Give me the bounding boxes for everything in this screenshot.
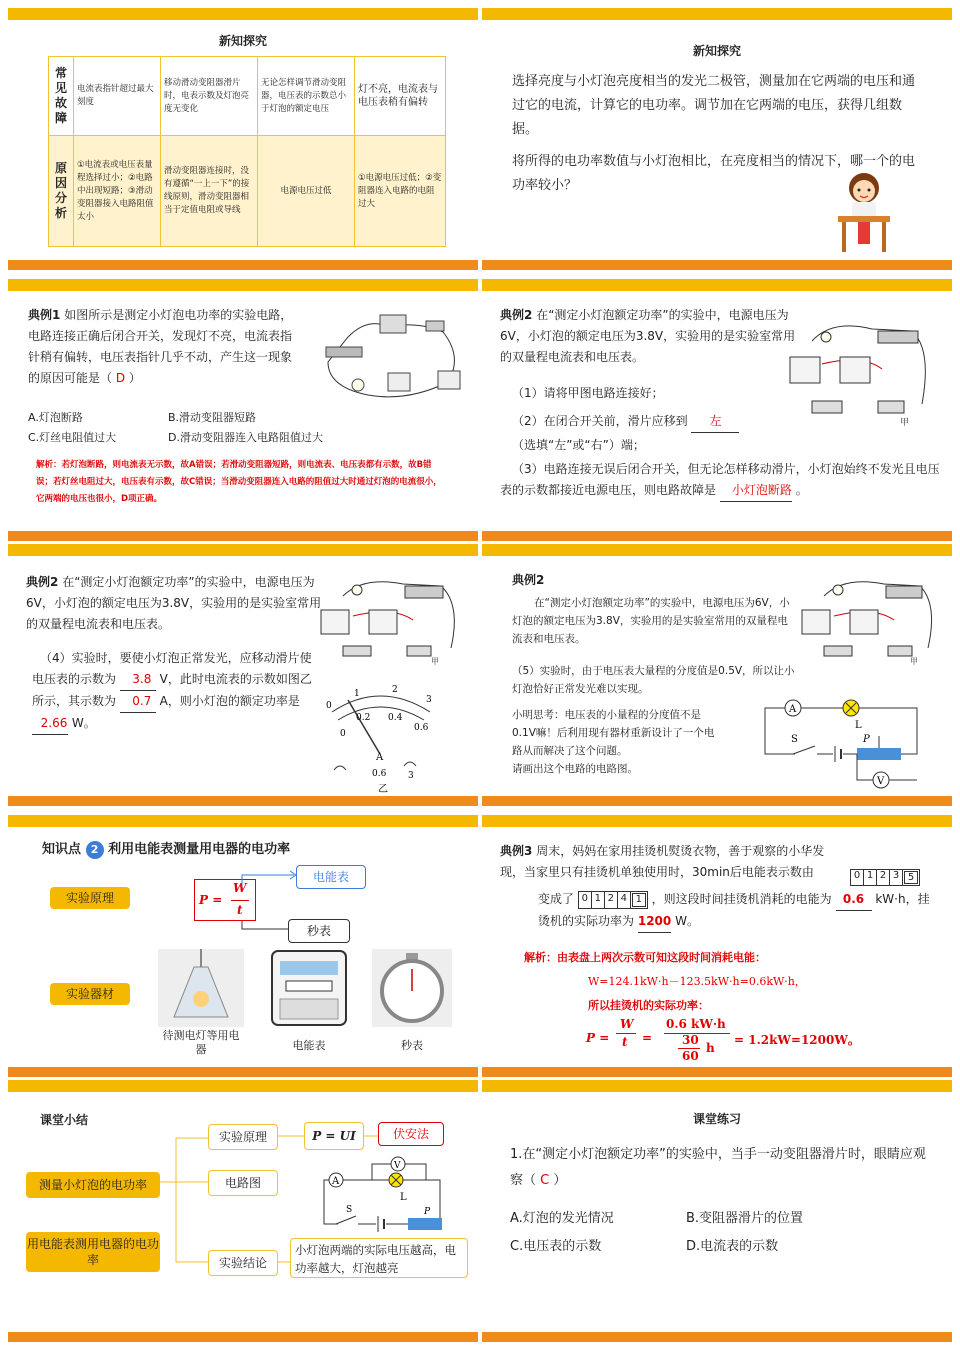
stopwatch-icon <box>372 949 452 1027</box>
switch-label: S <box>346 1205 353 1215</box>
cause-cell: ①电流表或电压表量程选择过小；②电路中出现短路；③滑动变阻器接入电路阻值太小 <box>74 136 161 247</box>
unit-label: A <box>376 752 384 763</box>
subq-2-text: （2）在闭合开关前，滑片应移到 <box>512 414 688 428</box>
slide-top-bar <box>8 8 478 20</box>
slide-bottom-bar <box>482 531 952 541</box>
answer-blank: 2.66 <box>32 713 68 735</box>
watch-tag: 秒表 <box>288 919 350 943</box>
item-caption: 秒表 <box>401 1039 423 1052</box>
heading-number-badge: 2 <box>86 841 104 859</box>
section-heading <box>42 839 290 860</box>
slide-top-bar <box>8 815 478 827</box>
answer-blank: 0.6 <box>836 889 872 911</box>
question-body: 1.在“测定小灯泡额定功率”的实验中，当手一动变阻器滑片时，眼睛应观察（ <box>510 1147 926 1188</box>
question-end: ） <box>128 371 141 385</box>
option-c: C.电压表的示数 <box>510 1239 602 1254</box>
slide-top-bar <box>482 8 952 20</box>
slide-fault-table <box>8 8 478 270</box>
slide-example-1 <box>8 279 478 541</box>
subq-2 <box>512 411 739 433</box>
solution-line-1: 解析：由表盘上两次示数可知这段时间消耗电能： <box>524 951 766 964</box>
slide-top-bar <box>482 1080 952 1092</box>
question-text <box>500 841 840 883</box>
fig-label: 乙 <box>378 784 388 795</box>
voltmeter-label: V <box>394 1161 401 1171</box>
formula-den-b: 60 <box>682 1049 699 1063</box>
question-body: 在“测定小灯泡额定功率”的实验中，电源电压为6V，小灯泡的额定电压为3.8V，实验用的是实验室常用的双量程电流表和电压表。 <box>26 575 322 631</box>
circuit-diagram-jia-icon <box>782 309 942 429</box>
formula-lhs: P = <box>586 1031 610 1045</box>
subq-3-end: 。 <box>795 483 808 497</box>
slide-bottom-bar <box>482 1332 952 1342</box>
summary-circuit <box>306 1156 456 1234</box>
slide-bottom-bar <box>482 260 952 270</box>
slider-label: P <box>424 1207 431 1217</box>
heading-text: 利用电能表测量用电器的电功率 <box>108 842 291 857</box>
summary-main-2: 用电能表测用电器的电功率 <box>26 1232 160 1272</box>
example-label: 典例3 <box>500 844 533 858</box>
solution-formula <box>586 1017 886 1067</box>
slide-summary <box>8 1080 478 1342</box>
meter-reading-from <box>850 869 920 886</box>
slide-title: 课堂小结 <box>40 1113 89 1127</box>
digit: 4 <box>618 892 631 908</box>
cause-cell: 滑动变阻器连接时，没有遵循“一上一下”的接线原则，滑动变阻器相当于定值电阻或导线 <box>161 136 258 247</box>
lamp-label: L <box>855 720 862 731</box>
option-c: C.灯丝电阻值过大 <box>28 431 117 444</box>
analysis-text: 解析：若灯泡断路，则电流表无示数，故A错误；若滑动变阻器短路，则电流表、电压表都有示数，故B错误；若灯丝电阻过大，电压表有示数，故C错误；当滑动变阻器连入电路的阻值过大时通过灯泡的电流很小，它两端的电压也很小，D项正确。 <box>36 460 442 504</box>
girl-thinking-icon <box>832 168 896 258</box>
slide-example-2c <box>482 544 952 806</box>
digit: 1 <box>632 893 646 907</box>
subq-2-tail: （选填“左”或“右”）端； <box>512 438 645 452</box>
scale-bottom: 0.6 <box>414 723 429 733</box>
slider-label: P <box>863 734 870 745</box>
lamp-icon <box>158 949 244 1027</box>
subq-4-text: A，则小灯泡的额定功率是 <box>159 694 300 708</box>
example-label: 典例2 <box>500 308 533 322</box>
question-body: 如图所示是测定小灯泡电功率的实验电路，电路连接正确后闭合开关，发现灯不亮，电流表指针稍有偏转，电压表指针几乎不动，产生这一现象的原因可能是（ <box>28 308 293 385</box>
subq-4-text: W。 <box>71 716 96 730</box>
switch-label: S <box>791 734 798 745</box>
slide-title: 新知探究 <box>692 44 741 58</box>
subq-4 <box>32 648 312 735</box>
slide-example-2b <box>8 544 478 806</box>
voltmeter-label: V <box>877 776 885 787</box>
row-head-faults: 常见故障 <box>49 57 74 136</box>
option-b: B.滑动变阻器短路 <box>168 411 257 424</box>
circuit-schematic <box>757 696 927 796</box>
think-text: 小明思考：电压表的小量程的分度值不是0.1V嘛！后利用现有器材重新设计了一个电路从而解决了这个问题。 <box>512 709 715 757</box>
principle-tag: 实验原理 <box>50 887 130 909</box>
option-a: A.灯泡的发光情况 <box>510 1211 614 1226</box>
summary-formula: P = UI <box>304 1122 364 1150</box>
terminal-label: 0.6 <box>372 769 387 779</box>
slide-knowledge-2 <box>8 815 478 1077</box>
row-head-causes: 原因分析 <box>49 136 74 247</box>
example-label: 典例1 <box>28 308 61 322</box>
slide-top-bar <box>482 279 952 291</box>
digit: 2 <box>877 870 890 885</box>
question-body: 周末，妈妈在家用挂烫机熨烫衣物，善于观察的小华发现，当家里只有挂烫机单独使用时，30min后电能表示数由 <box>500 844 825 879</box>
answer: C <box>540 1173 550 1188</box>
digit: 5 <box>904 871 918 884</box>
option-d: D.滑动变阻器连入电路阻值过大 <box>168 431 323 444</box>
fig-label: 甲 <box>910 657 918 666</box>
slide-bottom-bar <box>8 1067 478 1077</box>
slide-top-bar <box>8 544 478 556</box>
circuit-diagram-jia-icon <box>794 566 944 666</box>
digit: 2 <box>605 892 618 908</box>
formula-den-a: 30 <box>682 1033 699 1047</box>
meter-tag: 电能表 <box>296 865 366 889</box>
explore-text-2: 将所得的电功率数值与小灯泡相比，在亮度相当的情况下，哪一个的电功率较小？ <box>512 154 916 193</box>
formula-unit: h <box>706 1041 715 1055</box>
slide-bottom-bar <box>8 260 478 270</box>
slide-top-bar <box>482 544 952 556</box>
ammeter-dial-icon <box>318 672 448 802</box>
slide-example-3 <box>482 815 952 1077</box>
formula-den: t <box>237 903 243 917</box>
terminal-label: 3 <box>408 771 414 781</box>
summary-branch-3: 实验结论 <box>208 1250 278 1276</box>
subq-4-text: （4）实验时，要使小灯泡正常发光，应移动滑片使电压表的示数为 <box>32 651 312 686</box>
slide-bottom-bar <box>8 1332 478 1342</box>
subq-3-text: （3）电路连接无误后闭合开关，但无论怎样移动滑片，小灯泡始终不发光且电压表的示数都接近电源电压，则电路故障是 <box>500 462 940 497</box>
option-d: D.电流表的示数 <box>686 1239 779 1254</box>
explore-text-1: 选择亮度与小灯泡亮度相当的发光二极管，测量加在它两端的电压和通过它的电流，计算它的电功率。调节加在它两端的电压，获得几组数据。 <box>512 74 916 137</box>
question-body: 变成了 <box>538 892 575 906</box>
slide-title: 新知探究 <box>218 34 267 48</box>
meter-reading-to <box>578 891 648 909</box>
circuit-photo-icon <box>308 307 468 407</box>
equipment-tag: 实验器材 <box>50 983 130 1005</box>
slide-top-bar <box>482 815 952 827</box>
question-end: ） <box>553 1173 567 1188</box>
solution-line-3: 所以挂烫机的实际功率： <box>588 999 709 1012</box>
question-text <box>26 572 326 635</box>
scale-bottom: 0 <box>340 729 346 739</box>
subq-1: （1）请将甲图电路连接好； <box>512 386 664 400</box>
answer-blank: 左 <box>691 411 739 433</box>
formula-lhs: P = <box>199 893 223 907</box>
heading-prefix: 知识点 <box>42 842 82 857</box>
digit: 1 <box>864 870 877 885</box>
scale-bottom: 0.4 <box>388 713 403 723</box>
digit: 0 <box>579 892 592 908</box>
solution-line-2: W=124.1kW·h－123.5kW·h=0.6kW·h， <box>588 975 806 988</box>
formula-result: = 1.2kW=1200W。 <box>734 1033 860 1047</box>
answer-blank: 0.7 <box>120 691 156 713</box>
ask-text: 请画出这个电路的电路图。 <box>512 763 638 775</box>
practice-question <box>510 1142 930 1194</box>
digit: 1 <box>592 892 605 908</box>
scale-top: 3 <box>426 695 432 705</box>
answer: D <box>115 371 126 385</box>
slide-bottom-bar <box>482 796 952 806</box>
formula-num: W <box>233 881 247 895</box>
formula-t: t <box>622 1035 628 1049</box>
slide-bottom-bar <box>482 1067 952 1077</box>
fault-cell: 灯不亮，电流表与电压表稍有偏转 <box>355 57 446 136</box>
slide-top-bar <box>8 279 478 291</box>
question-body: 在“测定小灯泡额定功率”的实验中，电源电压为6V，小灯泡的额定电压为3.8V，实验用的是实验室常用的双量程电流表和电压表。 <box>500 308 796 364</box>
slide-example-2a <box>482 279 952 541</box>
summary-conclusion: 小灯泡两端的实际电压越高，电功率越大，灯泡越亮 <box>290 1238 468 1278</box>
subq-4-text: V，此时电流表的示数如图乙所示，其示数为 <box>32 672 312 708</box>
fig-label: 甲 <box>900 418 910 428</box>
slide-bottom-bar <box>8 796 478 806</box>
subq-5: （5）实验时，由于电压表大量程的分度值是0.5V，所以让小灯泡恰好正常发光难以实现。 <box>512 665 795 695</box>
summary-branch-2: 电路图 <box>208 1170 278 1196</box>
question-text <box>28 305 298 389</box>
question-line-2 <box>538 889 938 933</box>
question-body: kW·h，挂烫机的实际功率为 <box>538 892 930 928</box>
summary-branch-1: 实验原理 <box>208 1124 278 1150</box>
example-label: 典例2 <box>512 573 545 587</box>
slide-bottom-bar <box>8 531 478 541</box>
fault-cell: 电流表指针超过最大刻度 <box>74 57 161 136</box>
formula-num: 0.6 kW·h <box>666 1017 726 1031</box>
digit: 3 <box>890 870 903 885</box>
question-body: W。 <box>675 914 699 928</box>
subq-3 <box>500 459 940 502</box>
ammeter-label: A <box>789 704 797 715</box>
item-caption: 电能表 <box>292 1039 326 1052</box>
fault-cell: 无论怎样调节滑动变阻器，电压表的示数总小于灯泡的额定电压 <box>258 57 355 136</box>
option-a: A.灯泡断路 <box>28 411 83 424</box>
answer-blank: 小灯泡断路 <box>720 480 792 502</box>
question-text <box>500 305 800 368</box>
question-body: ，则这段时间挂烫机消耗的电能为 <box>651 892 832 906</box>
item-caption: 待测电灯等用电器 <box>162 1029 240 1056</box>
lamp-label: L <box>400 1192 407 1203</box>
scale-top: 0 <box>326 701 332 711</box>
slide-led-explore <box>482 8 952 270</box>
cause-cell: ①电源电压过低；②变阻器连入电路的电阻过大 <box>355 136 446 247</box>
fault-table <box>48 56 446 247</box>
fig-label: 甲 <box>431 657 439 666</box>
digit: 0 <box>851 870 864 885</box>
circuit-diagram-jia-icon <box>313 566 468 666</box>
scale-top: 2 <box>392 685 398 695</box>
example-label: 典例2 <box>26 575 59 589</box>
summary-method: 伏安法 <box>378 1122 444 1146</box>
option-b: B.变阻器滑片的位置 <box>686 1211 804 1226</box>
answer-blank: 1200 <box>638 911 671 933</box>
fault-cell: 移动滑动变阻器滑片时，电表示数及灯泡亮度无变化 <box>161 57 258 136</box>
ammeter-label: A <box>332 1176 340 1187</box>
slide-title: 课堂练习 <box>692 1112 741 1126</box>
scale-bottom: 0.2 <box>356 713 371 723</box>
question-body: 在“测定小灯泡额定功率”的实验中，电源电压为6V，小灯泡的额定电压为3.8V，实验用的是实验室常用的双量程电流表和电压表。 <box>512 597 790 645</box>
summary-main-1: 测量小灯泡的电功率 <box>26 1172 160 1198</box>
formula-w: W <box>620 1017 634 1031</box>
cause-cell: 电源电压过低 <box>258 136 355 247</box>
formula-eq: = <box>642 1031 653 1045</box>
energy-meter-icon <box>266 949 352 1027</box>
scale-top: 1 <box>354 689 360 699</box>
answer-blank: 3.8 <box>120 669 156 691</box>
slide-practice <box>482 1080 952 1342</box>
